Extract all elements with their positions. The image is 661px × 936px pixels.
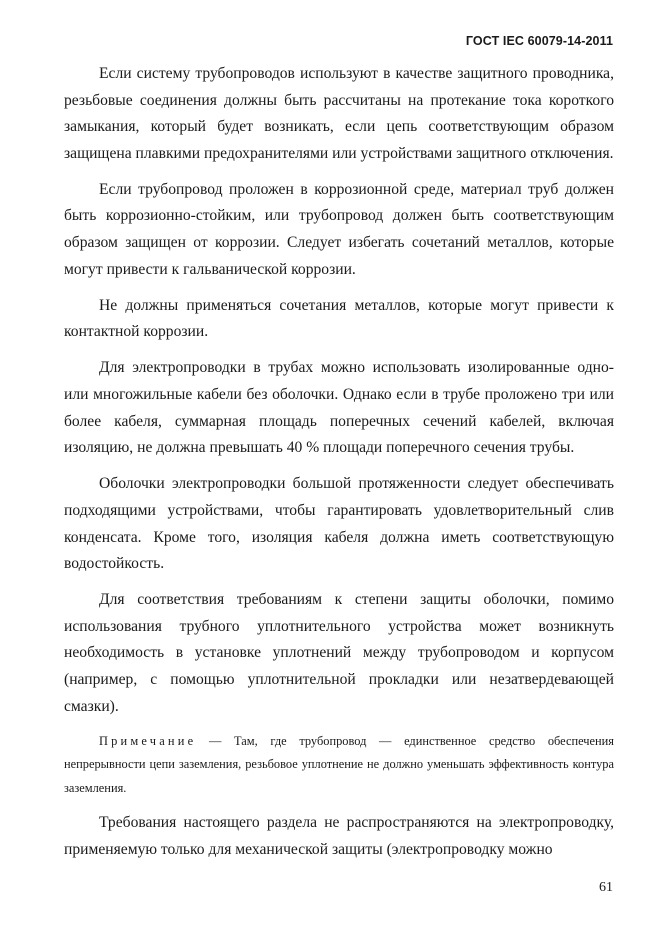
paragraph-ingress-protection: Для соответствия требованиям к степени защиты оболочки, помимо использования трубного уплотнительного устройства может возникнуть необходимость в установке уплотнений между трубопроводом и корпусом (например, с помощью уплотнительной прокладки или незатвердевающей смазки). [64,591,614,715]
body-text [64,61,614,873]
note-label: Примечание [99,733,197,748]
page-number: 61 [599,880,613,895]
paragraph-contact-corrosion: Не должны применяться сочетания металлов, которые могут привести к контактной коррозии. [64,296,614,341]
paragraph-mechanical-protection: Требования настоящего раздела не распространяются на электропроводку, применяемую только для механической защиты (электропроводку можно [64,814,614,858]
note [64,730,614,801]
standard-header: ГОСТ IEC 60079-14-2011 [465,34,613,48]
paragraph-condensate-drainage: Оболочки электропроводки большой протяженности следует обеспечивать подходящими устройствами, чтобы гарантировать удовлетворительный слив конденсата. Кроме того, изоляция кабеля должна иметь соответствующую водостойкость. [64,475,614,573]
note-text: — Там, где трубопровод — единственное средство обеспечения непрерывности цепи заземления, резьбовое уплотнение не должно уменьшать эффективность контура заземления. [64,733,614,795]
paragraph-corrosive-environment: Если трубопровод проложен в коррозионной среде, материал труб должен быть коррозионно-стойким, или трубопровод должен быть соответствующим образом защищен от коррозии. Следует избегать сочетаний металлов, которые могут привести к гальванической коррозии. [64,180,614,278]
paragraph-protective-conductor: Если систему трубопроводов используют в качестве защитного проводника, резьбовые соединения должны быть рассчитаны на протекание тока короткого замыкания, который будет возникать, если цепь соответствующим образом защищена плавкими предохранителями или устройствами защитного отключения. [64,65,614,162]
paragraph-cables-in-conduit: Для электропроводки в трубах можно использовать изолированные одно- или многожильные кабели без оболочки. Однако если в трубе проложено три или более кабеля, суммарная площадь поперечных сечений кабелей, включая изоляцию, не должна превышать 40 % площади поперечного сечения трубы. [64,359,614,457]
